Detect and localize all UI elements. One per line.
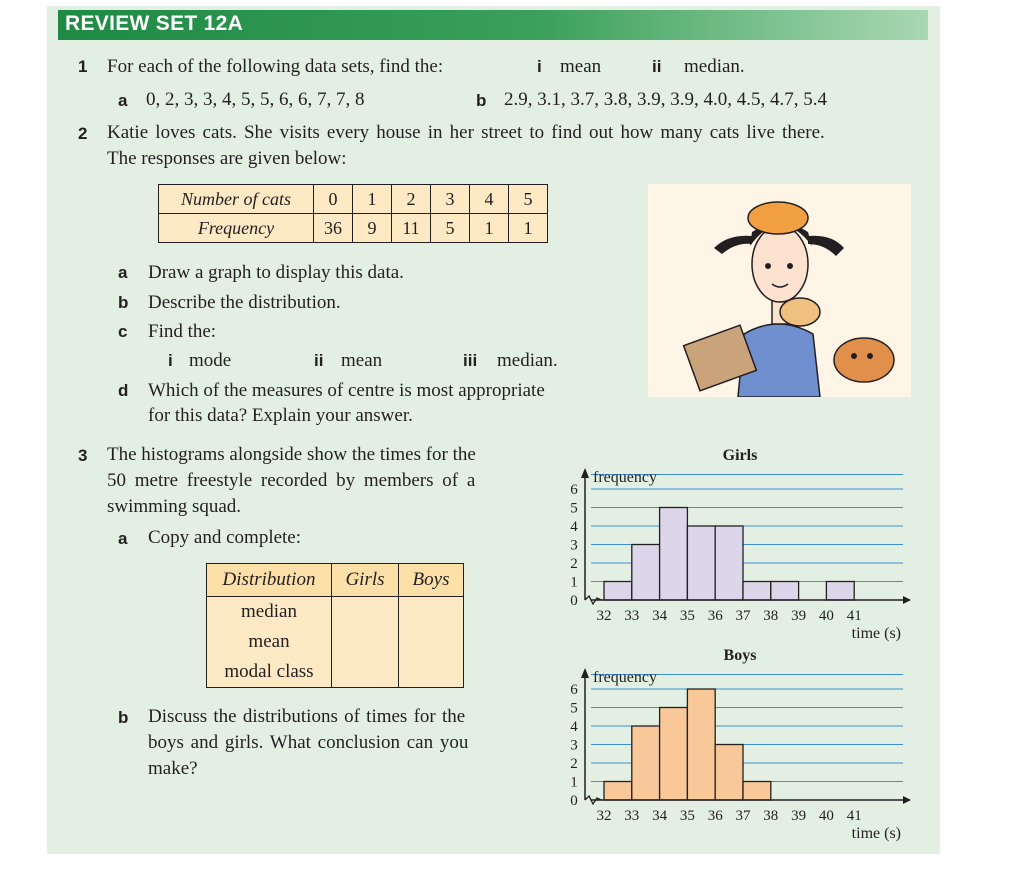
q3-number: 3 [78, 446, 88, 465]
q2-ci-label: i [168, 351, 173, 370]
cats-header-row [159, 185, 548, 214]
cats-value: 3 [431, 185, 470, 214]
q1-a-data: 0, 2, 3, 3, 4, 5, 5, 6, 6, 7, 7, 8 [146, 89, 365, 110]
q1-b-data: 2.9, 3.1, 3.7, 3.8, 3.9, 3.9, 4.0, 4.5, 4.7, 5.4 [504, 89, 827, 110]
x-tick-label: 33 [624, 608, 640, 624]
cats-value: 5 [509, 185, 548, 214]
row-label: mean [207, 627, 332, 657]
q2-b-text: Describe the distribution. [148, 292, 341, 313]
q2-b-label: b [118, 293, 129, 312]
x-tick-label: 34 [652, 808, 668, 824]
y-axis-label: frequency [593, 669, 657, 686]
section-banner [58, 10, 928, 40]
boys-cell [399, 657, 464, 688]
x-tick-label: 39 [791, 808, 807, 824]
histogram-title: Girls [722, 447, 758, 464]
histogram-bar [632, 726, 660, 800]
histogram-bar [687, 689, 715, 800]
y-tick-label: 3 [570, 537, 578, 554]
y-axis-label: frequency [593, 469, 657, 486]
histogram-bar [604, 582, 632, 601]
q1-ii-text: median. [684, 56, 745, 77]
girls-header: Girls [332, 564, 399, 597]
histogram-bar [687, 526, 715, 600]
x-tick-label: 32 [596, 608, 612, 624]
q1-i-text: mean [560, 56, 602, 77]
q3-line2: 50 metre freestyle recorded by members of a [107, 470, 476, 491]
y-tick-label: 1 [570, 574, 578, 591]
y-tick-label: 2 [570, 756, 578, 772]
q2-a-text: Draw a graph to display this data. [148, 262, 404, 283]
frequency-value: 5 [431, 214, 470, 243]
x-axis-arrow [903, 796, 911, 804]
q3-b-line2: boys and girls. What conclusion can you [148, 732, 469, 753]
q3-b-line1: Discuss the distributions of times for the [148, 706, 466, 727]
histogram-bar [604, 782, 632, 801]
section-title: REVIEW SET 12A [65, 12, 244, 35]
y-axis-arrow [581, 468, 589, 478]
y-tick-label: 6 [570, 482, 578, 498]
q1-i-label: i [537, 57, 542, 76]
y-tick-label: 5 [570, 500, 578, 517]
cat-girl-illustration [648, 184, 911, 397]
x-tick-label: 40 [818, 808, 834, 824]
x-axis-label: time (s) [851, 825, 901, 842]
q2-ciii-text: median. [497, 350, 558, 371]
y-tick-label: 6 [570, 682, 578, 698]
q2-c-text: Find the: [148, 321, 217, 342]
q3-line1: The histograms alongside show the times for the [107, 444, 476, 465]
y-tick-label: 5 [570, 700, 578, 717]
boys-cell [399, 597, 464, 628]
y-tick-label: 2 [570, 556, 578, 572]
histogram-bar [660, 508, 688, 601]
histogram-bar [826, 582, 854, 601]
histogram-bar [771, 582, 799, 601]
q2-line2: The responses are given below: [107, 148, 347, 169]
histogram-bar [632, 545, 660, 601]
cats-value: 4 [470, 185, 509, 214]
frequency-value: 1 [470, 214, 509, 243]
table-row [207, 657, 464, 688]
q3-b-label: b [118, 708, 129, 727]
q2-d-line2: for this data? Explain your answer. [148, 405, 413, 426]
x-tick-label: 41 [846, 608, 862, 624]
row-label: modal class [207, 657, 332, 688]
histogram-title: Boys [723, 647, 757, 664]
x-tick-label: 37 [735, 808, 751, 824]
x-tick-label: 34 [652, 608, 668, 624]
frequency-value: 9 [353, 214, 392, 243]
q2-c-label: c [118, 322, 128, 341]
q2-d-line1: Which of the measures of centre is most appropriate [148, 380, 545, 401]
x-tick-label: 32 [596, 808, 612, 824]
x-tick-label: 36 [707, 808, 723, 824]
q3-a-text: Copy and complete: [148, 527, 302, 548]
x-tick-label: 33 [624, 808, 640, 824]
frequency-value: 1 [509, 214, 548, 243]
q2-ci-text: mode [189, 350, 232, 371]
q2-cii-text: mean [341, 350, 383, 371]
girls-cell [332, 597, 399, 628]
y-tick-label: 0 [570, 593, 578, 609]
y-tick-label: 0 [570, 793, 578, 809]
q1-text: For each of the following data sets, find the: [107, 56, 444, 77]
boys-cell [399, 627, 464, 657]
histogram-bar [743, 582, 771, 601]
histogram-bar [660, 708, 688, 801]
distribution-header: Distribution [207, 564, 332, 597]
q2-line1: Katie loves cats. She visits every house in her street to find out how many cats live there. [107, 122, 825, 143]
x-axis-arrow [903, 596, 911, 604]
x-tick-label: 37 [735, 608, 751, 624]
q2-d-label: d [118, 381, 129, 400]
distribution-header-row [207, 564, 464, 597]
q1-number: 1 [78, 57, 88, 76]
y-tick-label: 1 [570, 774, 578, 791]
y-tick-label: 4 [570, 719, 578, 735]
x-tick-label: 35 [679, 808, 695, 824]
q2-number: 2 [78, 124, 88, 143]
frequency-value: 11 [392, 214, 431, 243]
histogram-bar [715, 745, 743, 801]
q1-ii-label: ii [652, 57, 662, 76]
x-tick-label: 39 [791, 608, 807, 624]
cats-frequency-table [158, 184, 548, 243]
frequency-label: Frequency [159, 214, 314, 243]
y-axis-arrow [581, 668, 589, 678]
q3-line3: swimming squad. [107, 496, 242, 517]
cartoon-drawing [648, 184, 911, 397]
histogram-bar [715, 526, 743, 600]
q2-ciii-label: iii [463, 351, 478, 370]
y-tick-label: 3 [570, 737, 578, 754]
cats-value: 2 [392, 185, 431, 214]
frequency-row [159, 214, 548, 243]
q3-a-label: a [118, 529, 128, 548]
q1-a-label: a [118, 91, 128, 110]
row-label: median [207, 597, 332, 628]
girls-histogram [555, 440, 915, 645]
girls-cell [332, 627, 399, 657]
cats-value: 0 [314, 185, 353, 214]
q3-b-line3: make? [148, 758, 198, 779]
x-axis-label: time (s) [851, 625, 901, 642]
frequency-value: 36 [314, 214, 353, 243]
q1-b-label: b [476, 91, 487, 110]
x-tick-label: 38 [763, 808, 779, 824]
boys-histogram [555, 640, 915, 845]
x-tick-label: 38 [763, 608, 779, 624]
x-tick-label: 36 [707, 608, 723, 624]
x-tick-label: 35 [679, 608, 695, 624]
x-tick-label: 40 [818, 608, 834, 624]
x-tick-label: 41 [846, 808, 862, 824]
q2-cii-label: ii [314, 351, 324, 370]
boys-header: Boys [399, 564, 464, 597]
histogram-bar [743, 782, 771, 801]
girls-cell [332, 657, 399, 688]
distribution-table [206, 563, 464, 688]
q2-a-label: a [118, 263, 128, 282]
cats-value: 1 [353, 185, 392, 214]
table-row [207, 597, 464, 628]
table-row [207, 627, 464, 657]
y-tick-label: 4 [570, 519, 578, 535]
cats-header-label: Number of cats [159, 185, 314, 214]
